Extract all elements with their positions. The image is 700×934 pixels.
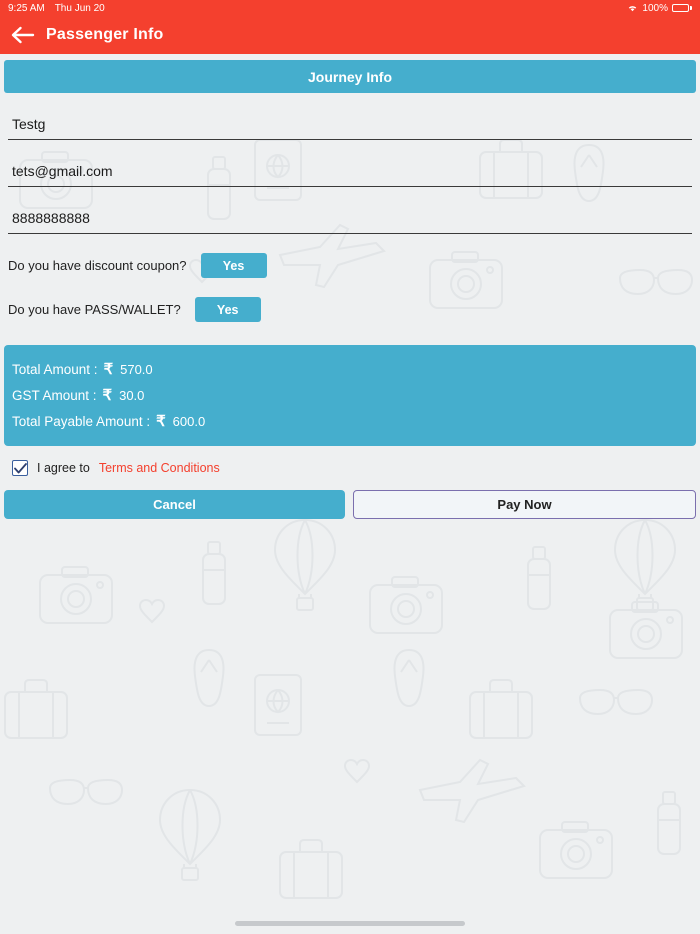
terms-checkbox[interactable] (12, 460, 28, 476)
gst-amount-label: GST Amount : (12, 388, 97, 403)
mobile-field-value: 8888888888 (12, 210, 90, 226)
status-time: 9:25 AM (8, 2, 45, 14)
total-amount-label: Total Amount : (12, 362, 98, 377)
pass-wallet-row (8, 297, 692, 322)
rupee-icon: ₹ (102, 387, 113, 404)
discount-coupon-row (8, 253, 692, 278)
total-payable-row (12, 408, 688, 434)
action-button-row (4, 490, 696, 519)
amount-summary-panel (4, 345, 696, 446)
main-content (0, 60, 700, 519)
gst-amount-value: 30.0 (119, 388, 145, 403)
battery-percent-label: 100% (642, 2, 668, 14)
total-amount-row (12, 356, 688, 382)
journey-info-button[interactable]: Journey Info (4, 60, 696, 93)
terms-agreement-row (12, 460, 692, 476)
cancel-button[interactable]: Cancel (4, 490, 345, 519)
terms-and-conditions-link[interactable]: Terms and Conditions (98, 461, 220, 475)
status-bar-left (8, 3, 105, 14)
navigation-bar (0, 16, 700, 54)
wifi-icon (627, 4, 638, 12)
battery-full-icon (672, 4, 692, 12)
checkmark-icon (14, 463, 27, 474)
pass-wallet-yes-button[interactable]: Yes (195, 297, 261, 322)
pay-now-button[interactable]: Pay Now (353, 490, 696, 519)
total-payable-value: 600.0 (172, 414, 206, 429)
back-arrow-icon[interactable] (10, 22, 36, 48)
name-field[interactable] (8, 105, 692, 140)
rupee-icon: ₹ (103, 361, 114, 378)
email-field[interactable] (8, 152, 692, 187)
status-bar-right (627, 3, 692, 14)
mobile-field[interactable] (8, 199, 692, 234)
agree-label: I agree to (37, 461, 90, 475)
email-field-value: tets@gmail.com (12, 163, 113, 179)
page-title: Passenger Info (46, 26, 164, 43)
home-indicator[interactable] (235, 921, 465, 926)
rupee-icon: ₹ (156, 413, 166, 430)
gst-amount-row (12, 382, 688, 408)
name-field-value: Testg (12, 116, 46, 132)
pass-wallet-label: Do you have PASS/WALLET? (8, 302, 181, 317)
total-amount-value: 570.0 (120, 362, 153, 377)
total-payable-label: Total Payable Amount : (12, 414, 151, 429)
discount-coupon-label: Do you have discount coupon? (8, 258, 187, 273)
status-date: Thu Jun 20 (54, 2, 105, 14)
status-bar (0, 0, 700, 16)
discount-coupon-yes-button[interactable]: Yes (201, 253, 267, 278)
